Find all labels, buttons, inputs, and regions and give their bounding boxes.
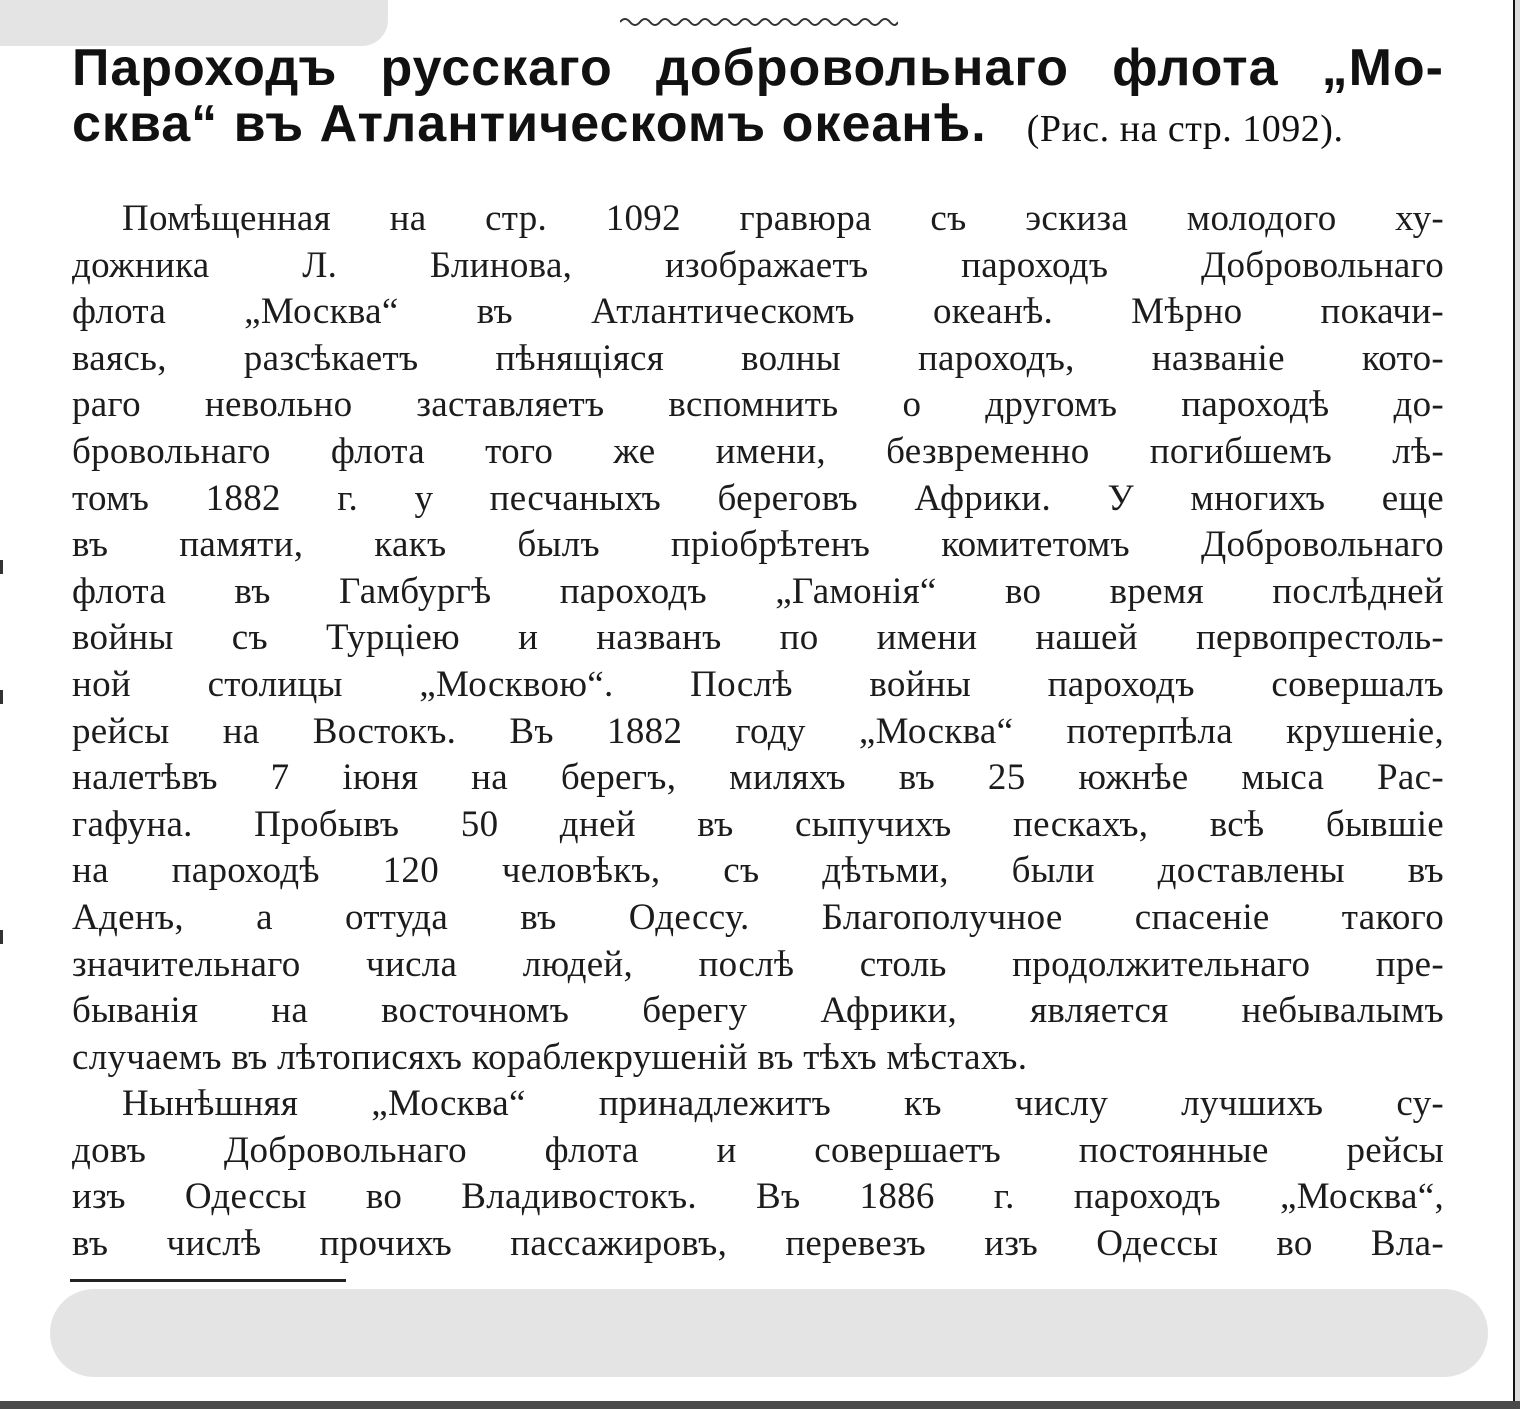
text-line: довъ Добровольнаго флота и совершаетъ постоянные рейсы [72,1129,1444,1171]
text-line: изъ Одессы во Владивостокъ. Въ 1886 г. пароходъ „Москва“, [72,1176,1444,1218]
text-line: томъ 1882 г. у песчаныхъ береговъ Африки. У многихъ еще [72,477,1444,519]
margin-mark [0,930,3,944]
article-title [72,40,1452,157]
text-line: флота въ Гамбургѣ пароходъ „Гамонія“ во время послѣдней [72,570,1444,612]
text-line: Аденъ, а оттуда въ Одессу. Благополучное спасеніе такого [72,896,1444,938]
text-line: Помѣщенная на стр. 1092 гравюра съ эскиза молодого ху- [122,198,1444,239]
text-line: ной столицы „Москвою“. Послѣ войны пароходъ совершалъ [72,663,1444,705]
text-line: дожника Л. Блинова, изображаетъ пароходъ Добровольнаго [72,244,1444,286]
text-line: значительнаго числа людей, послѣ столь продолжительнаго пре- [72,943,1444,985]
text-line: быванія на восточномъ берегу Африки, является небывалымъ [72,990,1444,1032]
wavy-rule-ornament [620,14,898,30]
text-line: бровольнаго флота того же имени, безвременно погибшемъ лѣ- [72,430,1444,472]
text-line: случаемъ въ лѣтописяхъ кораблекрушеній въ тѣхъ мѣстахъ. [72,1036,1028,1078]
figure-reference: (Рис. на стр. 1092). [1026,108,1344,150]
text-line: войны съ Турціею и названъ по имени нашей первопрестоль- [72,617,1444,659]
text-line: на пароходѣ 120 человѣкъ, съ дѣтьми, были доставлены въ [72,850,1444,892]
text-line: въ памяти, какъ былъ пріобрѣтенъ комитетомъ Добровольнаго [72,524,1444,566]
text-line: гафуна. Пробывъ 50 дней въ сыпучихъ пескахъ, всѣ бывшіе [72,803,1444,845]
text-line: налетѣвъ 7 іюня на берегъ, миляхъ въ 25 южнѣе мыса Рас- [72,757,1444,799]
article-body [72,196,1444,1268]
text-line: раго невольно заставляетъ вспомнить о другомъ пароходѣ до- [72,384,1444,426]
article-title-line-2 [72,96,1452,157]
bottom-edge-bar [0,1401,1520,1409]
margin-mark [0,690,3,704]
text-line: Нынѣшняя „Москва“ принадлежитъ къ числу лучшихъ су- [122,1083,1444,1125]
article-title-line-1: Пароходъ русскаго добровольнаго флота „Мо- [72,39,1444,97]
article-title-line-2-text: сква“ въ Атлантическомъ океанѣ. [72,95,987,153]
redaction-block-bottom [50,1289,1488,1377]
text-line: рейсы на Востокъ. Въ 1882 году „Москва“ потерпѣла крушеніе, [72,710,1444,752]
margin-mark [0,560,3,574]
text-line: въ числѣ прочихъ пассажировъ, перевезъ изъ Одессы во Вла- [72,1223,1444,1265]
footnote-rule [70,1279,346,1282]
page-edge-shadow [1515,0,1520,1409]
text-line: флота „Москва“ въ Атлантическомъ океанѣ. Мѣрно покачи- [72,291,1444,333]
text-line: ваясь, разсѣкаетъ пѣнящіяся волны пароходъ, названіе кото- [72,337,1444,379]
